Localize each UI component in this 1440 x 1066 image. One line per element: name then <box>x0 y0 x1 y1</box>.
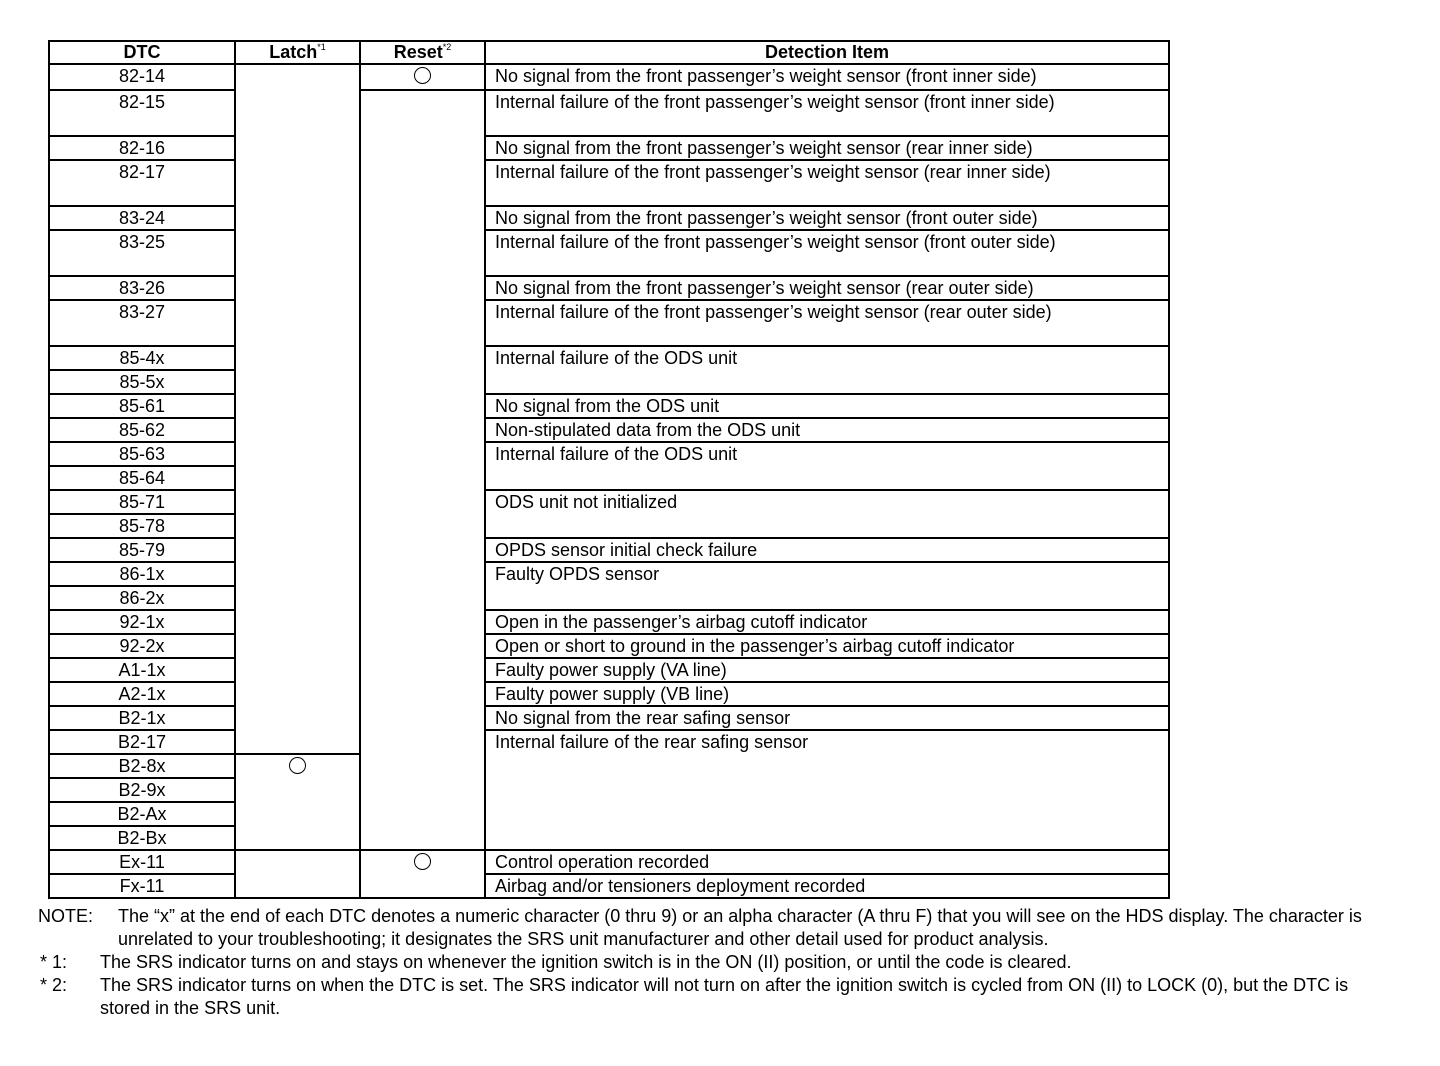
latch-cell <box>235 850 360 898</box>
detection-item: Internal failure of the front passenger’s weight sensor (front outer side) <box>485 230 1169 276</box>
header-reset <box>360 41 485 64</box>
detection-item: Airbag and/or tensioners deployment recorded <box>485 874 1169 898</box>
dtc-table <box>48 40 1170 899</box>
detection-item: No signal from the front passenger’s weight sensor (rear outer side) <box>485 276 1169 300</box>
detection-item: Open or short to ground in the passenger’s airbag cutoff indicator <box>485 634 1169 658</box>
header-reset-label: Reset <box>393 42 443 62</box>
table-row <box>49 418 1169 442</box>
latch-cell <box>235 64 360 754</box>
dtc-code: 92-2x <box>49 634 235 658</box>
dtc-code: 82-17 <box>49 160 235 206</box>
table-row <box>49 538 1169 562</box>
dtc-code: 85-64 <box>49 466 235 490</box>
header-dtc <box>49 41 235 64</box>
header-latch <box>235 41 360 64</box>
dtc-code: 83-24 <box>49 206 235 230</box>
dtc-code: 85-5x <box>49 370 235 394</box>
dtc-code: 85-61 <box>49 394 235 418</box>
header-reset-footnote: *2 <box>442 42 452 52</box>
reset-cell <box>360 90 485 850</box>
detection-item: Internal failure of the ODS unit <box>485 442 1169 490</box>
detection-item: OPDS sensor initial check failure <box>485 538 1169 562</box>
reset-cell <box>360 64 485 90</box>
dtc-code: 82-16 <box>49 136 235 160</box>
table-row <box>49 490 1169 514</box>
table-row <box>49 874 1169 898</box>
detection-item: Non-stipulated data from the ODS unit <box>485 418 1169 442</box>
table-row <box>49 136 1169 160</box>
dtc-code: Fx-11 <box>49 874 235 898</box>
detection-item: No signal from the rear safing sensor <box>485 706 1169 730</box>
dtc-code: 83-25 <box>49 230 235 276</box>
dtc-code: B2-17 <box>49 730 235 754</box>
latch-cell <box>235 754 360 850</box>
dtc-code: 83-26 <box>49 276 235 300</box>
header-detection-item <box>485 41 1169 64</box>
detection-item: Internal failure of the front passenger’s weight sensor (rear outer side) <box>485 300 1169 346</box>
dtc-code: 85-62 <box>49 418 235 442</box>
reset-circle-mark <box>414 853 431 870</box>
detection-item: Faulty power supply (VB line) <box>485 682 1169 706</box>
header-dtc-label: DTC <box>123 42 161 62</box>
footnote-2-text: The SRS indicator turns on when the DTC is set. The SRS indicator will not turn on after the ignition switch is cycled from ON (II) to LOCK (0), but the DTC is stored in the SRS unit. <box>100 975 1349 1018</box>
dtc-code: 85-79 <box>49 538 235 562</box>
table-row <box>49 300 1169 346</box>
note <box>38 905 1398 951</box>
latch-circle-mark <box>289 757 306 774</box>
table-row <box>49 730 1169 754</box>
dtc-code: B2-Ax <box>49 802 235 826</box>
note-text: The “x” at the end of each DTC denotes a numeric character (0 thru 9) or an alpha character (A thru F) that you will see on the HDS display. The character is unrelated to your troubleshooting; it designates the SRS unit manufacturer and other detail used for product analysis. <box>118 906 1362 949</box>
dtc-code: 86-1x <box>49 562 235 586</box>
detection-item: Internal failure of the ODS unit <box>485 346 1169 394</box>
header-latch-label: Latch <box>269 42 318 62</box>
table-row <box>49 276 1169 300</box>
footnote-1-label: * 1: <box>40 952 68 972</box>
dtc-code: Ex-11 <box>49 850 235 874</box>
dtc-code: 85-71 <box>49 490 235 514</box>
footnote-1-text: The SRS indicator turns on and stays on whenever the ignition switch is in the ON (II) position, or until the code is cleared. <box>100 952 1072 972</box>
dtc-code: 85-63 <box>49 442 235 466</box>
dtc-code: B2-8x <box>49 754 235 778</box>
detection-item: No signal from the front passenger’s weight sensor (rear inner side) <box>485 136 1169 160</box>
detection-item: Open in the passenger’s airbag cutoff indicator <box>485 610 1169 634</box>
detection-item: Internal failure of the front passenger’s weight sensor (front inner side) <box>485 90 1169 136</box>
table-row <box>49 160 1169 206</box>
table-row <box>49 206 1169 230</box>
detection-item: No signal from the ODS unit <box>485 394 1169 418</box>
dtc-code: B2-Bx <box>49 826 235 850</box>
footnote-2-label: * 2: <box>40 975 68 995</box>
dtc-code: 83-27 <box>49 300 235 346</box>
dtc-code: 92-1x <box>49 610 235 634</box>
table-row <box>49 442 1169 466</box>
table-row <box>49 90 1169 136</box>
dtc-code: A1-1x <box>49 658 235 682</box>
detection-item: No signal from the front passenger’s weight sensor (front outer side) <box>485 206 1169 230</box>
table-header-row <box>49 41 1169 64</box>
table-row <box>49 346 1169 370</box>
dtc-code: B2-9x <box>49 778 235 802</box>
table-row <box>49 658 1169 682</box>
table-row <box>49 706 1169 730</box>
detection-item: Internal failure of the front passenger’s weight sensor (rear inner side) <box>485 160 1169 206</box>
dtc-code: 86-2x <box>49 586 235 610</box>
table-row <box>49 682 1169 706</box>
table-row <box>49 634 1169 658</box>
detection-item: ODS unit not initialized <box>485 490 1169 538</box>
table-row <box>49 64 1169 90</box>
table-row <box>49 394 1169 418</box>
table-row <box>49 562 1169 586</box>
notes-section <box>38 905 1398 1020</box>
footnote-2 <box>38 974 1398 1020</box>
header-detection-label: Detection Item <box>764 42 890 62</box>
dtc-code: 82-14 <box>49 64 235 90</box>
detection-item: Faulty OPDS sensor <box>485 562 1169 610</box>
dtc-code: A2-1x <box>49 682 235 706</box>
note-label: NOTE: <box>38 906 94 926</box>
footnote-1 <box>38 951 1398 974</box>
reset-cell <box>360 850 485 898</box>
reset-circle-mark <box>414 67 431 84</box>
table-row <box>49 230 1169 276</box>
table-row <box>49 850 1169 874</box>
detection-item: Control operation recorded <box>485 850 1169 874</box>
dtc-code: 85-4x <box>49 346 235 370</box>
dtc-code: 85-78 <box>49 514 235 538</box>
detection-item: Faulty power supply (VA line) <box>485 658 1169 682</box>
header-latch-footnote: *1 <box>317 42 326 52</box>
detection-item: Internal failure of the rear safing sensor <box>485 730 1169 850</box>
table-row <box>49 610 1169 634</box>
dtc-code: 82-15 <box>49 90 235 136</box>
dtc-code: B2-1x <box>49 706 235 730</box>
detection-item: No signal from the front passenger’s weight sensor (front inner side) <box>485 64 1169 90</box>
